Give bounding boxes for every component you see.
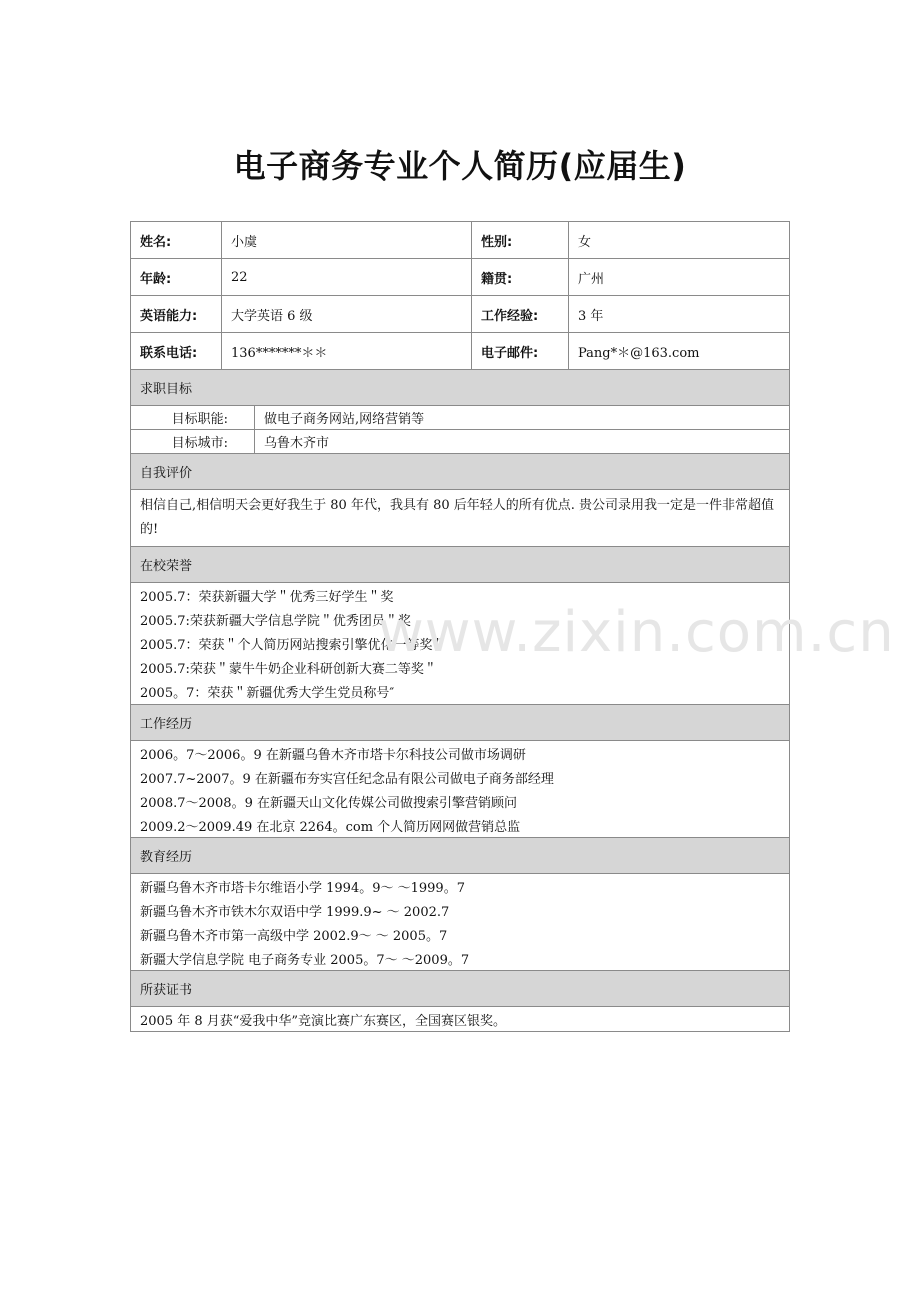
- list-item: 2005.7:荣获新疆大学信息学院＂优秀团员＂奖: [140, 614, 411, 629]
- section-heading-self-eval: 自我评价: [131, 454, 789, 490]
- list-item: 2005.7：荣获＂个人简历网站搜索引擎优化一等奖＂: [140, 638, 446, 653]
- basic-info-row: [131, 222, 789, 259]
- english-label: 英语能力:: [131, 296, 222, 332]
- work-list: [131, 741, 789, 838]
- email-value: Pang*＊@163.com: [578, 345, 700, 361]
- name-label: 姓名:: [131, 222, 222, 258]
- basic-info-row: [131, 259, 789, 296]
- list-item: 2007.7~2007。9 在新疆布夯实宫任纪念品有限公司做电子商务部经理: [140, 772, 554, 787]
- self-eval-text: 相信自己,相信明天会更好我生于 80 年代，我具有 80 后年轻人的所有优点. 贵公司录用我一定是一件非常超值的!: [131, 490, 789, 547]
- experience-label: 工作经验:: [472, 296, 569, 332]
- experience-value: 3 年: [578, 308, 604, 324]
- objective-row: [131, 406, 789, 430]
- english-value: 大学英语 6 级: [222, 296, 472, 332]
- list-item: 2008.7～2008。9 在新疆天山文化传媒公司做搜索引擎营销顾问: [140, 796, 517, 811]
- list-item: 2005.7:荣获＂蒙牛牛奶企业科研创新大赛二等奖＂: [140, 662, 437, 677]
- phone-label: 联系电话:: [131, 333, 222, 369]
- name-value: 小虞: [222, 222, 472, 258]
- list-item: 2006。7～2006。9 在新疆乌鲁木齐市塔卡尔科技公司做市场调研: [140, 748, 526, 763]
- phone-value: 136*******＊＊: [222, 333, 472, 369]
- hometown-label: 籍贯:: [472, 259, 569, 295]
- watermark: www.zixin.com.cn: [378, 600, 895, 665]
- gender-label: 性别:: [472, 222, 569, 258]
- list-item: 新疆大学信息学院 电子商务专业 2005。7～ ～2009。7: [140, 953, 470, 968]
- section-heading-work: 工作经历: [131, 705, 789, 741]
- section-heading-honors: 在校荣誉: [131, 547, 789, 583]
- objective-value: 乌鲁木齐市: [264, 436, 330, 451]
- list-item: 新疆乌鲁木齐市铁木尔双语中学 1999.9~ ～ 2002.7: [140, 905, 450, 920]
- objective-value: 做电子商务网站,网络营销等: [264, 412, 425, 427]
- hometown-value: 广州: [578, 271, 605, 287]
- list-item: 2009.2～2009.49 在北京 2264。com 个人简历网网做营销总监: [140, 820, 521, 835]
- objective-label: 目标城市:: [131, 430, 255, 453]
- education-list: [131, 874, 789, 971]
- basic-info-row: [131, 296, 789, 333]
- page-title: 电子商务专业个人简历(应届生): [233, 147, 687, 185]
- certificates-row: [131, 1007, 789, 1031]
- objective-row: [131, 430, 789, 454]
- section-heading-certificates: 所获证书: [131, 971, 789, 1007]
- objective-label: 目标职能:: [131, 406, 255, 429]
- basic-info-row: [131, 333, 789, 370]
- list-item: 新疆乌鲁木齐市塔卡尔维语小学 1994。9～ ～1999。7: [140, 881, 465, 896]
- honors-list: [131, 583, 789, 705]
- list-item: 2005。7：荣获＂新疆优秀大学生党员称号″: [140, 686, 395, 701]
- section-heading-education: 教育经历: [131, 838, 789, 874]
- list-item: 2005.7：荣获新疆大学＂优秀三好学生＂奖: [140, 590, 394, 605]
- age-label: 年龄:: [131, 259, 222, 295]
- section-heading-objective: 求职目标: [131, 370, 789, 406]
- resume-table: [130, 221, 790, 1032]
- gender-value: 女: [578, 234, 592, 250]
- email-label: 电子邮件:: [472, 333, 569, 369]
- list-item: 新疆乌鲁木齐市第一高级中学 2002.9～ ～ 2005。7: [140, 929, 448, 944]
- age-value: 22: [222, 259, 472, 295]
- certificates-text: 2005 年 8 月获“爱我中华”竞演比赛广东赛区，全国赛区银奖。: [140, 1013, 507, 1029]
